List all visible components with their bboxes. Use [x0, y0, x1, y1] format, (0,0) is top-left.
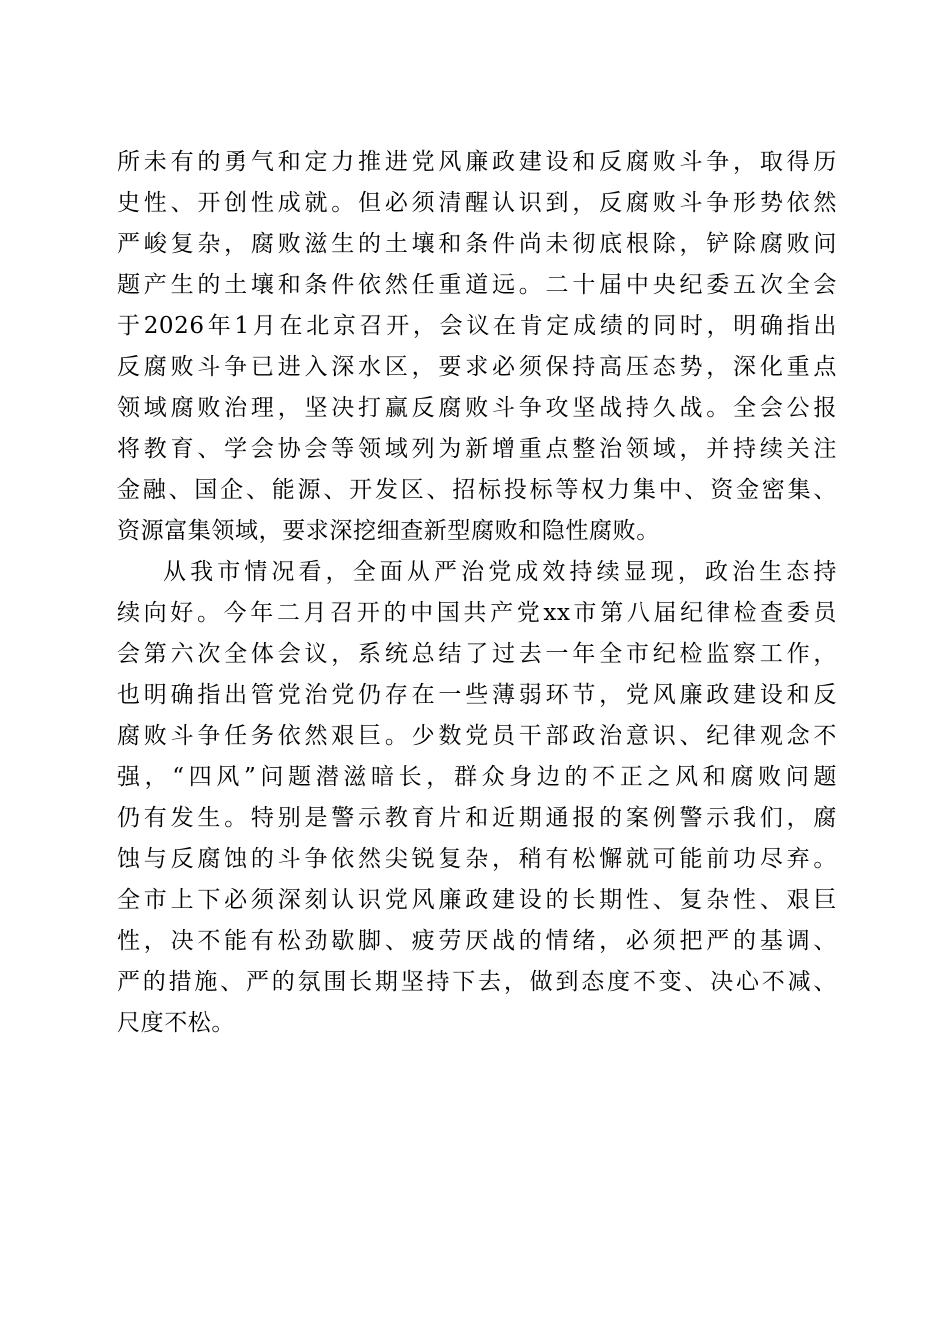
body-text [117, 142, 837, 1044]
text-line: 仍有发生。特别是警示教育片和近期通报的案例警示我们，腐 [117, 805, 837, 831]
text-line: 于2026年1月在北京召开，会议在肯定成绩的同时，明确指出 [117, 313, 837, 339]
paragraph-1 [117, 142, 837, 552]
text-line: 腐败斗争任务依然艰巨。少数党员干部政治意识、纪律观念不 [117, 723, 837, 749]
text-line: 金融、国企、能源、开发区、招标投标等权力集中、资金密集、 [117, 477, 837, 503]
text-line: 反腐败斗争已进入深水区，要求必须保持高压态势，深化重点 [117, 354, 837, 380]
text-line: 性，决不能有松劲歇脚、疲劳厌战的情绪，必须把严的基调、 [117, 928, 837, 954]
text-line: 题产生的土壤和条件依然任重道远。二十届中央纪委五次全会 [117, 272, 837, 298]
text-line: 尺度不松。 [117, 1010, 235, 1036]
text-line: 领域腐败治理，坚决打赢反腐败斗争攻坚战持久战。全会公报 [117, 395, 837, 421]
text-line: 史性、开创性成就。但必须清醒认识到，反腐败斗争形势依然 [117, 190, 837, 216]
text-line: 强，“四风”问题潜滋暗长，群众身边的不正之风和腐败问题 [117, 764, 837, 790]
paragraph-2 [117, 552, 837, 1044]
text-line: 资源富集领域，要求深挖细查新型腐败和隐性腐败。 [117, 518, 660, 544]
text-line: 严峻复杂，腐败滋生的土壤和条件尚未彻底根除，铲除腐败问 [117, 231, 837, 257]
text-line: 也明确指出管党治党仍存在一些薄弱环节，党风廉政建设和反 [117, 682, 837, 708]
text-line: 全市上下必须深刻认识党风廉政建设的长期性、复杂性、艰巨 [117, 887, 837, 913]
text-line: 从我市情况看，全面从严治党成效持续显现，政治生态持 [163, 559, 837, 585]
text-line: 将教育、学会协会等领域列为新增重点整治领域，并持续关注 [117, 436, 837, 462]
text-line: 所未有的勇气和定力推进党风廉政建设和反腐败斗争，取得历 [117, 149, 837, 175]
text-line: 续向好。今年二月召开的中国共产党xx市第八届纪律检查委员 [117, 600, 837, 626]
text-line: 严的措施、严的氛围长期坚持下去，做到态度不变、决心不减、 [117, 969, 837, 995]
text-line: 会第六次全体会议，系统总结了过去一年全市纪检监察工作， [117, 641, 837, 667]
text-line: 蚀与反腐蚀的斗争依然尖锐复杂，稍有松懈就可能前功尽弃。 [117, 846, 837, 872]
